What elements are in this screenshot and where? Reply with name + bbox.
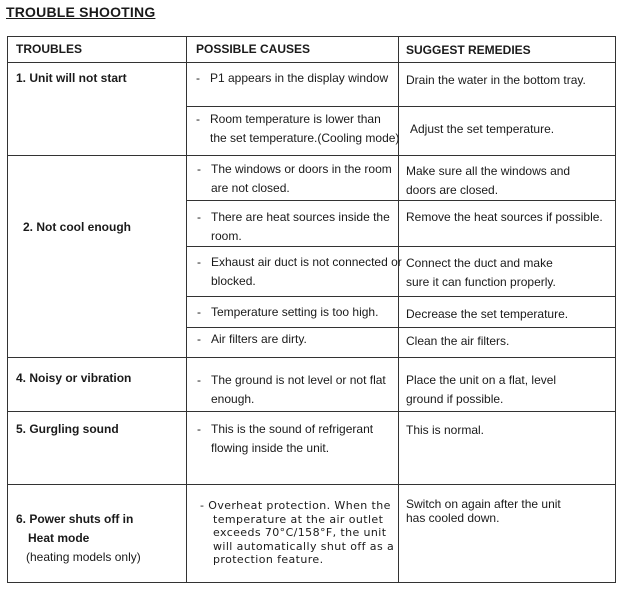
cause-item [196,69,388,88]
cause-text: P1 appears in the display window [210,71,389,85]
item-divider [186,296,616,297]
trouble-line: Heat mode [28,531,90,545]
remedy-text: Adjust the set temperature. [410,122,555,136]
trouble-label: 1. Unit will not start [16,71,127,85]
remedy-text: Clean the air filters. [406,334,510,348]
row-divider [7,484,616,485]
cause-item [197,330,307,349]
bullet-dash: - [196,71,200,85]
item-divider [186,327,616,328]
cause-text: This is the sound of refrigerant [211,422,374,436]
cause-text: The windows or doors in the room [211,162,392,176]
page-title: TROUBLE SHOOTING [6,4,156,20]
cause-item [197,371,386,409]
remedy-line: ground if possible. [406,392,504,406]
remedy-text [406,162,570,200]
bullet-dash: - [200,499,205,512]
cause-item [196,110,399,148]
remedy-text: This is normal. [406,423,485,437]
remedy-line: doors are closed. [406,183,499,197]
bullet-dash: - [197,332,201,346]
cause-item [197,208,390,246]
item-divider [186,200,616,201]
cause-text: protection feature. [213,553,324,566]
cause-text: Temperature setting is too high. [211,305,379,319]
bullet-dash: - [197,422,201,436]
cause-text: temperature at the air outlet [213,512,384,526]
cause-text: flowing inside the unit. [211,441,330,455]
cause-text: will automatically shut off as a [213,539,395,553]
row-divider [7,411,616,412]
bullet-dash: - [197,255,201,269]
remedy-text: Decrease the set temperature. [406,307,569,321]
header-suggest-remedies: SUGGEST REMEDIES [406,43,531,57]
trouble-line: 6. Power shuts off in [16,512,134,526]
cause-text: room. [211,229,242,243]
trouble-label: 2. Not cool enough [23,220,131,234]
cause-text: are not closed. [211,181,290,195]
bullet-dash: - [197,373,201,387]
remedy-text [406,497,561,525]
remedy-text: Drain the water in the bottom tray. [406,73,586,87]
cause-text: There are heat sources inside the [211,210,390,224]
bullet-dash: - [197,305,201,319]
cause-text: Exhaust air duct is not connected or [211,255,402,269]
row-divider [7,155,616,156]
cause-item [197,253,402,291]
cause-text: The ground is not level or not flat [211,373,386,387]
remedy-line: Make sure all the windows and [406,164,571,178]
cause-text: exceeds 70°C/158°F, the unit [213,526,387,539]
remedy-line: Place the unit on a flat, level [406,373,557,387]
cause-item [197,160,392,198]
bullet-dash: - [196,112,200,126]
cause-text: Room temperature is lower than [210,112,381,126]
cause-text: Overheat protection. When the [208,499,391,512]
cause-text: the set temperature.(Cooling mode) [210,131,400,145]
item-divider [186,246,616,247]
remedy-text [406,371,556,409]
header-possible-causes: POSSIBLE CAUSES [196,42,311,56]
cause-item [200,499,394,567]
remedy-line: sure it can function properly. [406,275,556,289]
column-divider [186,36,187,583]
remedy-line: Connect the duct and make [406,256,553,270]
remedy-line: has cooled down. [406,511,500,525]
trouble-note: (heating models only) [26,550,141,564]
trouble-label: 4. Noisy or vibration [16,371,132,385]
remedy-line: Switch on again after the unit [406,497,561,511]
row-divider [7,357,616,358]
bullet-dash: - [197,210,201,224]
cause-text: enough. [211,392,255,406]
header-troubles: TROUBLES [16,42,82,56]
item-divider [186,106,616,107]
header-divider [7,62,616,63]
cause-item [197,303,378,322]
remedy-text: Remove the heat sources if possible. [406,210,603,224]
cause-text: blocked. [211,274,256,288]
trouble-label [16,510,141,567]
trouble-label: 5. Gurgling sound [16,422,119,436]
cause-item [197,420,373,458]
bullet-dash: - [197,162,201,176]
remedy-text [406,254,556,292]
cause-text: Air filters are dirty. [211,332,307,346]
